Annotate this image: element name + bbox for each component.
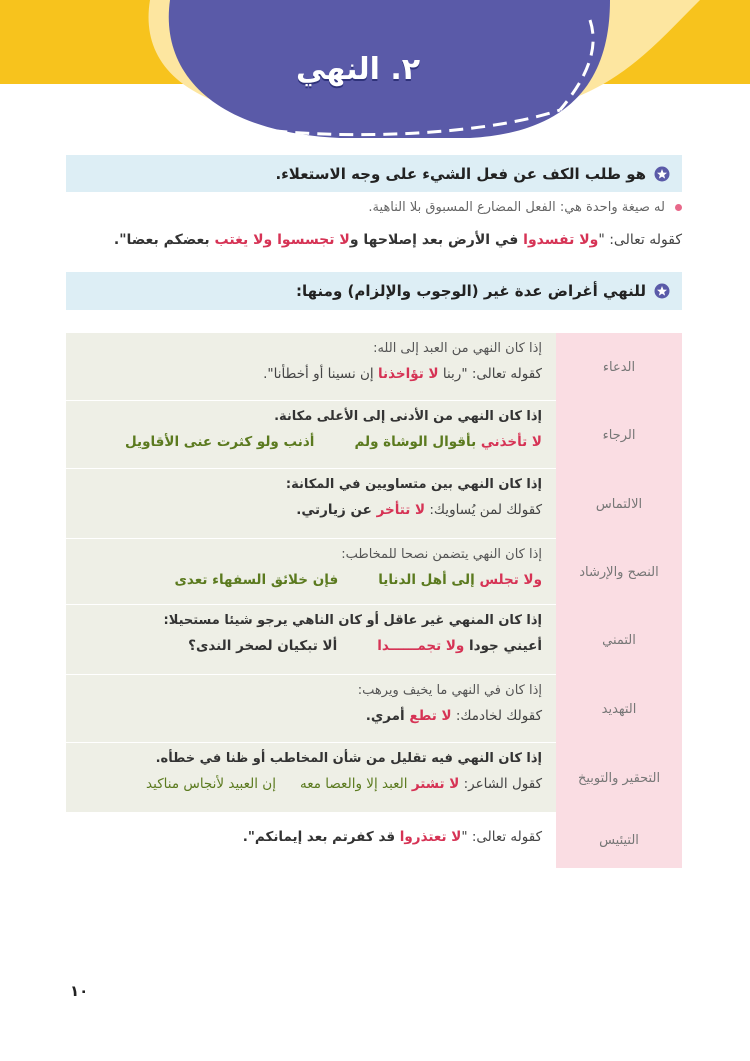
form-note-text: له صيغة واحدة هي: الفعل المضارع المسبوق بلا الناهية.: [368, 200, 665, 215]
example-highlight: ولا تجلس: [479, 572, 542, 588]
row-label: التمني: [556, 605, 682, 675]
star-icon: [654, 283, 670, 299]
row-body: [66, 333, 556, 401]
example-part-4: بعضكم بعضا".: [113, 232, 215, 248]
purposes-heading-box: [66, 272, 682, 310]
example-highlight: لا تتأخر: [376, 502, 426, 518]
example-text: كقولك لمن يُساويك:: [425, 502, 542, 518]
row-body: [66, 605, 556, 675]
definition-box: [66, 155, 682, 192]
row-label: التيئيس: [556, 813, 682, 868]
row-label: الالتماس: [556, 469, 682, 539]
example-text: فإن خلائق السفهاء تعدى: [174, 572, 339, 588]
example-text: كقولك لخادمك:: [451, 708, 542, 724]
star-icon: [654, 166, 670, 182]
example-text: كقوله تعالى: ": [461, 829, 542, 845]
row-label: التحقير والتوبيخ: [556, 743, 682, 813]
row-condition: إذا كان النهي فيه تقليل من شأن المخاطب أو ظنا في خطأه.: [155, 751, 542, 766]
definition-example: [114, 232, 682, 248]
purposes-table: [66, 333, 682, 868]
row-label: النصح والإرشاد: [556, 539, 682, 605]
row-condition: إذا كان النهي من الأدنى إلى الأعلى مكانة.: [274, 409, 542, 424]
row-body: [66, 469, 556, 539]
row-example: [76, 434, 542, 450]
row-condition: إذا كان النهي بين متساويين في المكانة:: [285, 477, 542, 492]
row-example: [76, 366, 542, 382]
row-body: [66, 743, 556, 813]
purposes-heading: للنهي أغراض عدة غير (الوجوب والإلزام) ومنها:: [296, 282, 646, 300]
table-row: [66, 401, 682, 469]
example-text: أعيني جودا: [464, 638, 542, 654]
row-example: [76, 829, 542, 845]
example-part-2: في الأرض بعد إصلاحها و: [349, 232, 524, 248]
row-condition: إذا كان المنهي غير عاقل أو كان الناهي يرجو شيئا مستحيلا:: [163, 613, 542, 628]
bullet-icon: [675, 204, 682, 211]
row-condition: إذا كان النهي من العبد إلى الله:: [373, 341, 542, 356]
example-part-1: ولا تفسدوا: [523, 232, 599, 248]
example-highlight: ولا تجمــــــدا: [377, 638, 465, 654]
table-row: [66, 813, 682, 868]
example-text: قد كفرتم بعد إيمانكم".: [242, 829, 400, 845]
example-prefix: كقوله تعالى: ": [598, 232, 682, 248]
table-row: [66, 605, 682, 675]
example-highlight: لا تؤاخذنا: [377, 366, 439, 382]
row-body: [66, 675, 556, 743]
example-highlight: لا تشتر: [411, 776, 460, 792]
row-label: التهديد: [556, 675, 682, 743]
row-label: الدعاء: [556, 333, 682, 401]
example-text: كقول الشاعر:: [459, 776, 542, 792]
example-highlight: لا تطع: [409, 708, 452, 724]
table-row: [66, 539, 682, 605]
table-row: [66, 333, 682, 401]
row-example: [76, 502, 542, 518]
example-highlight: لا تعتذروا: [399, 829, 462, 845]
row-condition: إذا كان في النهي ما يخيف ويرهب:: [357, 683, 542, 698]
row-body: [66, 401, 556, 469]
example-text: ألا تبكيان لصخر الندى؟: [188, 638, 338, 654]
row-example: [76, 638, 542, 654]
table-row: [66, 743, 682, 813]
example-text: العبد إلا والعصا معه: [299, 776, 412, 792]
example-part-3: لا تجسسوا ولا يغتب: [214, 232, 350, 248]
example-highlight: لا تأخذني: [480, 434, 542, 450]
table-row: [66, 675, 682, 743]
definition-text: هو طلب الكف عن فعل الشيء على وجه الاستعلاء.: [275, 164, 646, 183]
row-condition: إذا كان النهي يتضمن نصحا للمخاطب:: [341, 547, 542, 562]
example-text: إلى أهل الدنايا: [378, 572, 480, 588]
row-example: [76, 572, 542, 588]
row-body: [66, 539, 556, 605]
row-example: [76, 708, 542, 724]
example-text: بأقوال الوشاة ولم: [354, 434, 481, 450]
row-example: [76, 776, 542, 792]
example-text: أذنب ولو كثرت عنى الأقاويل: [124, 434, 315, 450]
form-note: [368, 200, 682, 215]
page-title: ٢. النهي: [295, 52, 421, 87]
example-text: أمري.: [365, 708, 410, 724]
example-text: إن نسينا أو أخطأنا".: [263, 366, 378, 382]
table-row: [66, 469, 682, 539]
example-text: كقوله تعالى: "ربنا: [438, 366, 542, 382]
example-text: إن العبيد لأنجاس مناكيد: [146, 776, 276, 792]
page-number: ١٠: [70, 982, 89, 1000]
row-label: الرجاء: [556, 401, 682, 469]
example-text: عن زيارتي.: [296, 502, 377, 518]
row-body: [66, 813, 556, 868]
